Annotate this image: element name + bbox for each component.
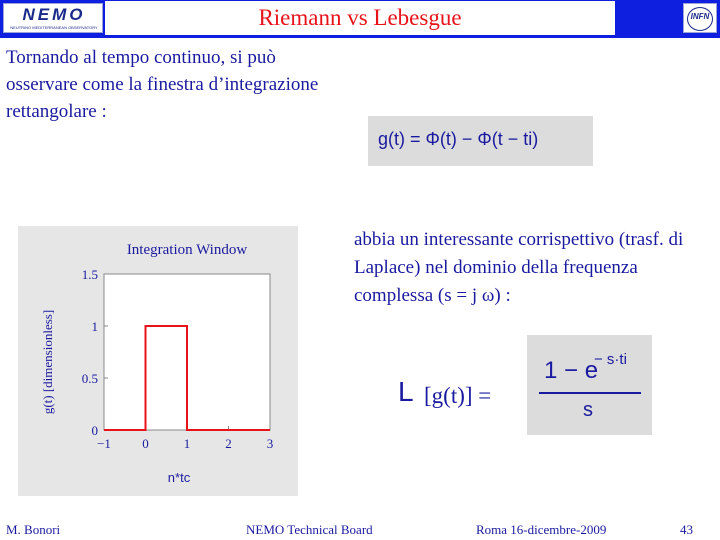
laplace-denominator: s [583, 399, 593, 421]
y-axis-label: g(t) [dimensionless] [40, 309, 55, 415]
intro-paragraph: Tornando al tempo continuo, si può osservare come la finestra d’integrazione rettangolare : [6, 47, 319, 122]
x-tick-label: 2 [225, 436, 232, 451]
laplace-formula [527, 335, 652, 435]
laplace-lhs: [g(t)] = [424, 383, 492, 408]
chart-svg [18, 226, 298, 496]
footer-author: M. Bonori [6, 522, 61, 537]
footer-place-date: Roma 16-dicembre-2009 [476, 522, 607, 537]
footer [0, 514, 720, 540]
slide-title: Riemann vs Lebesgue [105, 1, 615, 35]
nemo-logo [3, 3, 103, 33]
title-bar [0, 0, 720, 38]
footer-event: NEMO Technical Board [246, 522, 373, 537]
x-tick-label: 1 [183, 436, 191, 451]
laplace-numerator: 1 − e [544, 357, 599, 384]
nemo-logo-text: NEMO [22, 5, 86, 24]
footer-page-number: 43 [680, 522, 693, 537]
integration-window-chart [18, 226, 298, 496]
y-tick-label: 0 [91, 423, 98, 438]
y-tick-label: 1.5 [81, 267, 98, 282]
x-tick-label: −1 [97, 436, 111, 451]
laplace-operator: L [398, 376, 414, 407]
x-tick-label: 3 [266, 436, 274, 451]
infn-logo [683, 3, 717, 33]
y-tick-label: 1 [91, 319, 98, 334]
window-formula [368, 116, 593, 166]
fraction-bar [539, 392, 641, 394]
nemo-logo-subtext: NEUTRINO MEDITERRANEAN OBSERVATORY [10, 25, 98, 30]
laplace-paragraph: abbia un interessante corrispettivo (trasf. di Laplace) nel dominio della frequenza complessa (s = j ω) : [354, 229, 684, 306]
chart-title: Integration Window [126, 242, 248, 258]
y-tick-label: 0.5 [81, 371, 98, 386]
window-formula-text: g(t) = Φ(t) − Φ(t − ti) [378, 129, 539, 149]
x-axis-label: n*tc [167, 470, 191, 485]
laplace-exponent: − s·ti [594, 351, 627, 368]
x-tick-label: 0 [142, 436, 149, 451]
infn-logo-text: INFN [690, 12, 710, 21]
